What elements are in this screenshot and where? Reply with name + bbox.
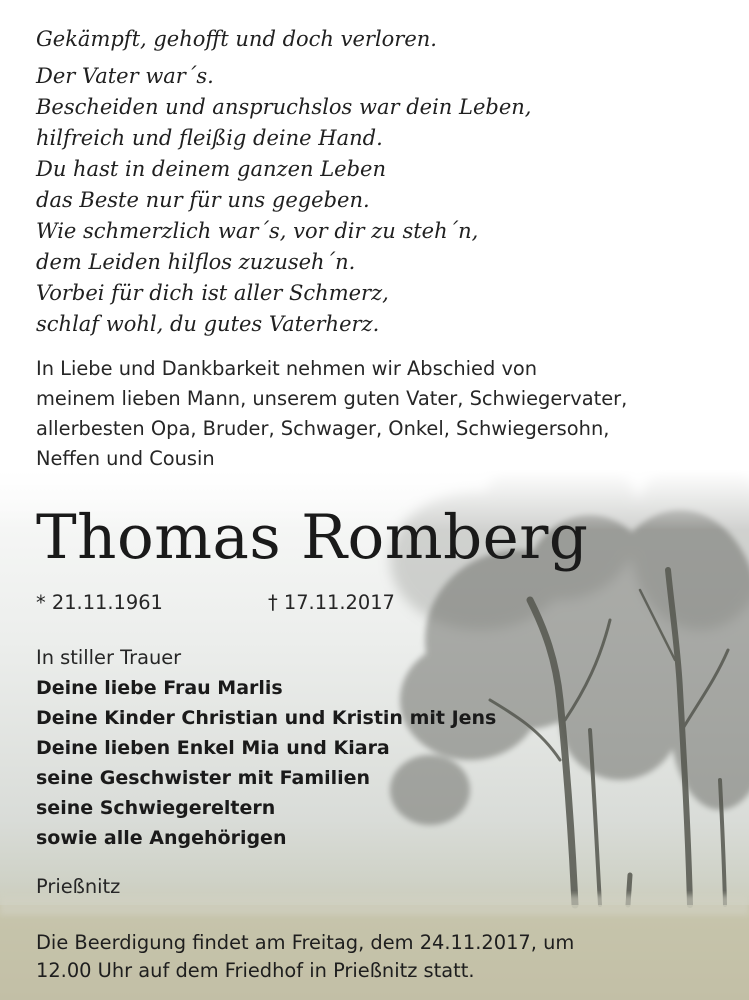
poem-line: Der Vater war´s. xyxy=(36,64,214,88)
poem-line: hilfreich und fleißig deine Hand. xyxy=(36,126,383,150)
poem-line: Du hast in deinem ganzen Leben xyxy=(36,157,386,181)
life-dates xyxy=(36,588,636,618)
mourner-entry: seine Geschwister mit Familien xyxy=(36,767,371,789)
mourner-entry: Deine liebe Frau Marlis xyxy=(36,677,283,699)
poem-line: Vorbei für dich ist aller Schmerz, xyxy=(36,281,389,305)
place-name: Prießnitz xyxy=(36,875,121,898)
funeral-notice xyxy=(36,929,726,985)
funeral-line: Die Beerdigung findet am Freitag, dem 24.11.2017, um xyxy=(36,931,575,954)
mourner-entry: Deine lieben Enkel Mia und Kiara xyxy=(36,737,390,759)
death-date: † 17.11.2017 xyxy=(268,591,395,614)
intro-line: allerbesten Opa, Bruder, Schwager, Onkel, Schwiegersohn, xyxy=(36,417,610,440)
mourner-entry: Deine Kinder Christian und Kristin mit Jens xyxy=(36,707,497,729)
intro-line: In Liebe und Dankbarkeit nehmen wir Abschied von xyxy=(36,357,538,380)
poem-line: schlaf wohl, du gutes Vaterherz. xyxy=(36,312,380,336)
funeral-line: 12.00 Uhr auf dem Friedhof in Prießnitz statt. xyxy=(36,959,475,982)
mourner-entry: sowie alle Angehörigen xyxy=(36,827,287,849)
poem-line: das Beste nur für uns gegeben. xyxy=(36,188,370,212)
mourner-entry: seine Schwiegereltern xyxy=(36,797,276,819)
mourning-caption: In stiller Trauer xyxy=(36,646,182,669)
intro-line: meinem lieben Mann, unserem guten Vater, Schwiegervater, xyxy=(36,387,628,410)
poem xyxy=(36,24,726,340)
deceased-name: Thomas Romberg xyxy=(36,502,589,573)
poem-line: dem Leiden hilflos zuzuseh´n. xyxy=(36,250,356,274)
poem-line: Gekämpft, gehofft und doch verloren. xyxy=(36,27,437,51)
intro-line: Neffen und Cousin xyxy=(36,447,215,470)
farewell-intro xyxy=(36,354,726,474)
mourners-block xyxy=(36,643,636,853)
poem-line: Wie schmerzlich war´s, vor dir zu steh´n, xyxy=(36,219,479,243)
birth-date: * 21.11.1961 xyxy=(36,591,163,614)
poem-line: Bescheiden und anspruchslos war dein Leben, xyxy=(36,95,532,119)
